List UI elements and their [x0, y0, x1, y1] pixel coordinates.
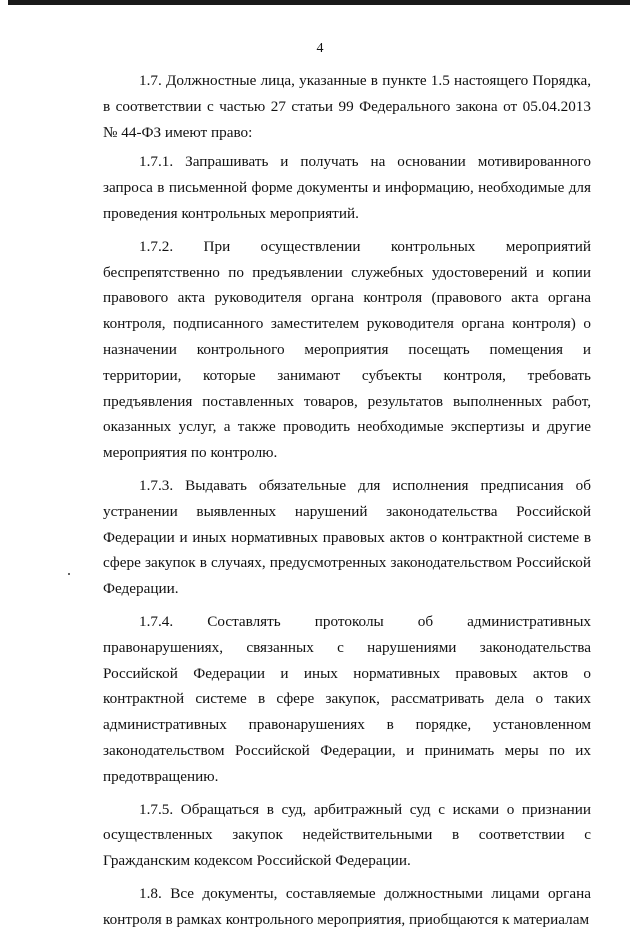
page-number: 4 [316, 41, 324, 56]
paragraph-1-7-1: 1.7.1. Запрашивать и получать на основании мотивированного запроса в письменной форме документы и информацию, необходимые для проведения контрольных мероприятий. [103, 153, 591, 222]
paragraph-1-7-3: 1.7.3. Выдавать обязательные для исполнения предписания об устранении выявленных нарушений законодательства Российской Федерации и иных нормативных правовых актов о контрактной системе в сфере закупок в случаях, предусмотренных законодательством Российской Федерации. [103, 476, 591, 598]
scan-speck [68, 573, 70, 575]
paragraph-1-7: 1.7. Должностные лица, указанные в пункте 1.5 настоящего Порядка, в соответствии с частью 27 статьи 99 Федерального закона от 05.04.2013 № 44-ФЗ имеют право: [103, 72, 591, 141]
paragraph-1-7-2: 1.7.2. При осуществлении контрольных мероприятий беспрепятственно по предъявлении служебных удостоверений и копии правового акта руководителя органа контроля (правового акта органа контроля, подписанного заместителем руководителя органа контроля) о назначении контрольного мероприятия посещать помещения и территории, которые занимают субъекты контроля, требовать предъявления поставленных товаров, результатов выполненных работ, оказанных услуг, а также проводить необходимые экспертизы и другие мероприятия по контролю. [103, 237, 591, 462]
document-body [103, 68, 591, 933]
top-border-line [8, 0, 630, 5]
paragraph-1-7-4: 1.7.4. Составлять протоколы об административных правонарушениях, связанных с нарушениями законодательства Российской Федерации и иных нормативных правовых актов о контрактной системе в сфере закупок, рассматривать дела о таких административных правонарушениях в порядке, установленном законодательством Российской Федерации, и принимать меры по их предотвращению. [103, 612, 591, 785]
paragraph-1-7-5: 1.7.5. Обращаться в суд, арбитражный суд с исками о признании осуществленных закупок недействительными в соответствии с Гражданским кодексом Российской Федерации. [103, 800, 591, 870]
paragraph-1-8: 1.8. Все документы, составляемые должностными лицами органа контроля в рамках контрольного мероприятия, приобщаются к материалам [103, 884, 591, 928]
